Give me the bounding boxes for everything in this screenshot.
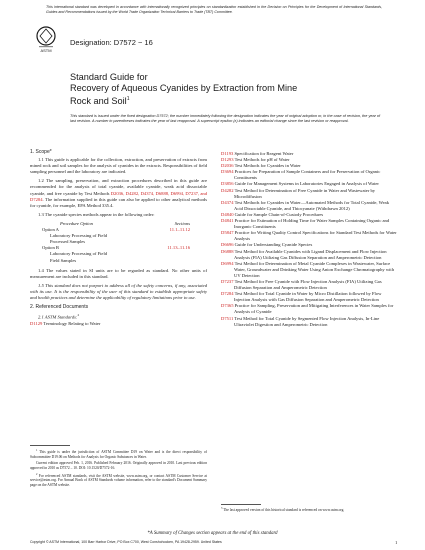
reference-title: Guide for Understanding Cyanide Species bbox=[234, 242, 313, 248]
footnote-1-text: This guide is under the jurisdiction of ASTM Committee D19 on Water and is the direct responsibility of Subcommittee D19.06 on Methods for Analysis for Organic Substances in Water. bbox=[30, 450, 207, 459]
astm-standards-label: 2.1 ASTM Standards: bbox=[38, 314, 78, 320]
reference-title: Test Methods for Cyanides in Water bbox=[234, 163, 301, 169]
reference-code-link[interactable]: D5847 bbox=[221, 230, 234, 236]
astm-logo-icon bbox=[36, 26, 56, 54]
row-label: Laboratory Processing of Field bbox=[50, 233, 108, 239]
title-line-3-text: Rock and Soil bbox=[70, 96, 127, 107]
reference-item-d1129 bbox=[30, 321, 207, 327]
reference-title: Test Methods for Cyanides in Water—Automated Methods for Total Cyanide, Weak Acid Dissociable Cyanide, and Thiocyanate (Withdrawn 2012) bbox=[234, 199, 389, 211]
reference-item bbox=[221, 169, 398, 181]
header-procedure-option: Procedure Option bbox=[60, 220, 93, 226]
reference-item bbox=[221, 279, 398, 291]
reference-code-link[interactable]: D4374 bbox=[221, 199, 234, 205]
scope-heading: 1. Scope* bbox=[30, 149, 52, 155]
table-row bbox=[42, 258, 190, 264]
reference-title: Test Methods for pH of Water bbox=[234, 157, 290, 163]
procedure-table bbox=[42, 221, 190, 264]
footnote-divider-right bbox=[221, 504, 261, 505]
reference-title: Guide for Management Systems in Laboratories Engaged in Analysis of Water bbox=[234, 181, 379, 187]
designation: Designation: D7572 − 16 bbox=[70, 38, 153, 47]
row-label: Laboratory Processing of Field bbox=[50, 251, 108, 257]
reference-code-link[interactable]: D6994 bbox=[221, 260, 234, 266]
reference-title: Test Method for Determination of Metal Cyanide Complexes in Wastewater, Surface Water, Groundwater and Drinking Water Using Anion Exchange Chromatography with UV Detection bbox=[234, 260, 394, 278]
footnote-3: $^3$ The last approved version of this historical standard is referenced on www.astm.org. bbox=[221, 507, 345, 513]
title-line-1: Standard Guide for bbox=[70, 72, 148, 82]
footnote-1: $^1$ This guide is under the jurisdiction of ASTM Committee D19 on Water and is the direct responsibility of Subcommittee D19.06 on Methods for Analysis for Organic Substances in Water. bbox=[30, 449, 207, 459]
reference-title: Test Method for Total Cyanide in Water by Micro Distillation followed by Flow Injection Analysis with Gas Diffusion Separation and Amperometric Detection bbox=[234, 291, 382, 303]
issuance-statement: This standard is issued under the fixed designation D7572; the number immediately following the designation indicates the year of original adoption or, in the case of revision, the year of last revision. A number in parentheses indicates the year of last reapproval. A superscript epsilon (ε) indicates an editorial change since the last revision or reapproval. bbox=[70, 114, 381, 123]
paragraph-1-2 bbox=[30, 178, 207, 208]
reference-code-link[interactable]: D1193 bbox=[221, 151, 234, 156]
reference-code-link[interactable]: D1293 bbox=[221, 157, 234, 163]
left-column bbox=[30, 149, 207, 327]
reference-code-link[interactable]: D6888 bbox=[221, 248, 234, 254]
reference-code-link[interactable]: D6696 bbox=[221, 242, 234, 248]
referenced-documents-heading: 2. Referenced Documents bbox=[30, 304, 89, 311]
row-section-link[interactable]: 11.1–11.12 bbox=[169, 227, 190, 233]
reference-title: Specification for Reagent Water bbox=[234, 151, 294, 156]
reference-code-link[interactable]: D7237 bbox=[221, 278, 234, 284]
paragraph-1-2-text-a: 1.2 The sampling, preservation, and extraction procedures described in this guide are recommended for the analysis of total cyanide, available cyanide, weak acid dissociable cyanide, and free cyanide by Test Methods bbox=[30, 178, 207, 196]
footnote-marker-2: 2 bbox=[77, 313, 80, 318]
footnote-2: $^2$ For referenced ASTM standards, visit the ASTM website, www.astm.org, or contact ASTM Customer Service at service@astm.org. For Annual Book of ASTM Standards volume information, refer to the standard's Document Summary page on the ASTM website. bbox=[30, 472, 207, 487]
footnote-3-text: The last approved version of this historical standard is referenced on www.astm.org. bbox=[223, 508, 345, 513]
row-label: Field Samples bbox=[50, 257, 77, 263]
footnote-2-text: For referenced ASTM standards, visit the ASTM website, www.astm.org, or contact ASTM Customer Service at service@astm.org. For Annual Book of ASTM Standards volume information, refer to the standard's Document Summary page on the ASTM website. bbox=[30, 473, 207, 487]
reference-item bbox=[221, 200, 398, 212]
row-label: Option A bbox=[42, 227, 59, 233]
paragraph-1-2-text-b: . The information supplied in this guide can also be applied to other analytical methods for cyanide, for example, EPA Method 335.4. bbox=[30, 196, 207, 208]
footnote-1-edition: Current edition approved Feb. 1, 2016. Published February 2016. Originally approved in 2010. Last previous edition approved in 2010 as D7572 – 10. DOI: 10.1520/D7572-16. bbox=[30, 461, 207, 470]
title-footnote-marker: 1 bbox=[126, 96, 130, 103]
reference-code-link[interactable]: D4840 bbox=[221, 211, 234, 217]
right-column bbox=[221, 151, 398, 328]
footnote-divider-left bbox=[30, 445, 70, 446]
test-method-links[interactable]: D2036, D4282, D4374, D6888, D6994, D7237, and D7284 bbox=[30, 190, 207, 202]
reference-title: Practices for Preparation of Sample Containers and for Preservation of Organic Constituents bbox=[234, 169, 381, 181]
reference-item bbox=[221, 249, 398, 261]
row-label: Processed Samples bbox=[50, 239, 86, 245]
page-number: 1 bbox=[395, 540, 398, 545]
reference-title: Practice for Estimation of Holding Time for Water Samples Containing Organic and Inorganic Constituents bbox=[234, 218, 390, 230]
reference-item bbox=[221, 316, 398, 328]
reference-title: Test Method for Available Cyanides with Ligand Displacement and Flow Injection Analysis (FIA) Utilizing Gas Diffusion Separation and Amperometric Detection bbox=[234, 248, 387, 260]
page-title bbox=[70, 72, 370, 108]
reference-code-link[interactable]: D7284 bbox=[221, 291, 234, 297]
reference-code-link[interactable]: D4841 bbox=[221, 218, 234, 224]
paragraph-1-4: 1.4 The values stated in SI units are to be regarded as standard. No other units of measurement are included in this standard. bbox=[30, 267, 207, 279]
reference-item bbox=[221, 303, 398, 315]
reference-code-link[interactable]: D7365 bbox=[221, 303, 234, 309]
reference-code-link[interactable]: D4282 bbox=[221, 187, 234, 193]
logo-text: ASTM bbox=[40, 48, 52, 53]
header-sections: Sections bbox=[174, 220, 190, 226]
reference-item bbox=[221, 230, 398, 242]
reference-title: Practice for Sampling, Preservation and Mitigating Interferences in Water Samples for Analysis of Cyanide bbox=[234, 303, 394, 315]
reference-code-link[interactable]: D7511 bbox=[221, 315, 234, 321]
reference-item bbox=[221, 261, 398, 279]
footnotes-left bbox=[30, 449, 207, 490]
paragraph-1-3: 1.3 The cyanide species methods appear in the following order: bbox=[38, 211, 155, 217]
reference-title: Practice for Writing Quality Control Specifications for Standard Test Methods for Water Analysis bbox=[234, 230, 397, 242]
row-section-link[interactable]: 11.13–11.16 bbox=[167, 245, 190, 251]
reference-title: Test Method for Total Cyanide by Segmented Flow Injection Analysis, In-Line Ultraviolet Digestion and Amperometric Detection bbox=[234, 315, 380, 327]
title-line-2: Recovery of Aqueous Cyanides by Extraction from Mine bbox=[70, 83, 298, 94]
standard-notice: This international standard was developed in accordance with internationally recognized principles on standardization established in the Decision on Principles for the Development of International Standards, Guides and Recommendations issued by the World Trade Organization Technical Barriers to Trade (TBT) Committee. bbox=[46, 5, 382, 14]
title-line-3 bbox=[70, 94, 370, 107]
paragraph-2-1 bbox=[30, 312, 207, 321]
row-label: Option B bbox=[42, 245, 59, 251]
reference-title: Terminology Relating to Water bbox=[43, 320, 101, 326]
reference-title: Test Method for Free Cyanide with Flow Injection Analysis (FIA) Utilizing Gas Diffusion Separation and Amperometric Detection bbox=[234, 278, 382, 291]
reference-item bbox=[221, 218, 398, 230]
paragraph-1-1: 1.1 This guide is applicable for the collection, extraction, and preservation of extracts from mined rock and soil samples for the analysis of cyanides in the extracts. Responsibilities of field sampling personnel and the laboratory are indicated. bbox=[30, 157, 207, 175]
reference-item bbox=[221, 291, 398, 303]
reference-code-link[interactable]: D3694 bbox=[221, 169, 234, 175]
paragraph-1-5: 1.5 This standard does not purport to address all of the safety concerns, if any, associated with its use. It is the responsibility of the user of this standard to establish appropriate safety and health practices and determine the applicability of regulatory limitations prior to use. bbox=[30, 282, 207, 300]
reference-code-link[interactable]: D3856 bbox=[221, 181, 234, 187]
reference-item bbox=[221, 188, 398, 200]
summary-of-changes-note: *A Summary of Changes section appears at the end of this standard bbox=[147, 531, 278, 536]
copyright-line: Copyright © ASTM International, 100 Barr Harbor Drive, PO Box C700, West Conshohocken, PA 19428-2959. United States bbox=[30, 540, 222, 544]
reference-code-link[interactable]: D2036 bbox=[221, 163, 234, 169]
reference-code-link[interactable]: D1129 bbox=[30, 320, 43, 326]
reference-title: Guide for Sample Chain-of-Custody Procedures bbox=[234, 211, 324, 217]
reference-title: Test Method for Determination of Free Cyanide in Water and Wastewater by Microdiffusion bbox=[234, 187, 376, 199]
